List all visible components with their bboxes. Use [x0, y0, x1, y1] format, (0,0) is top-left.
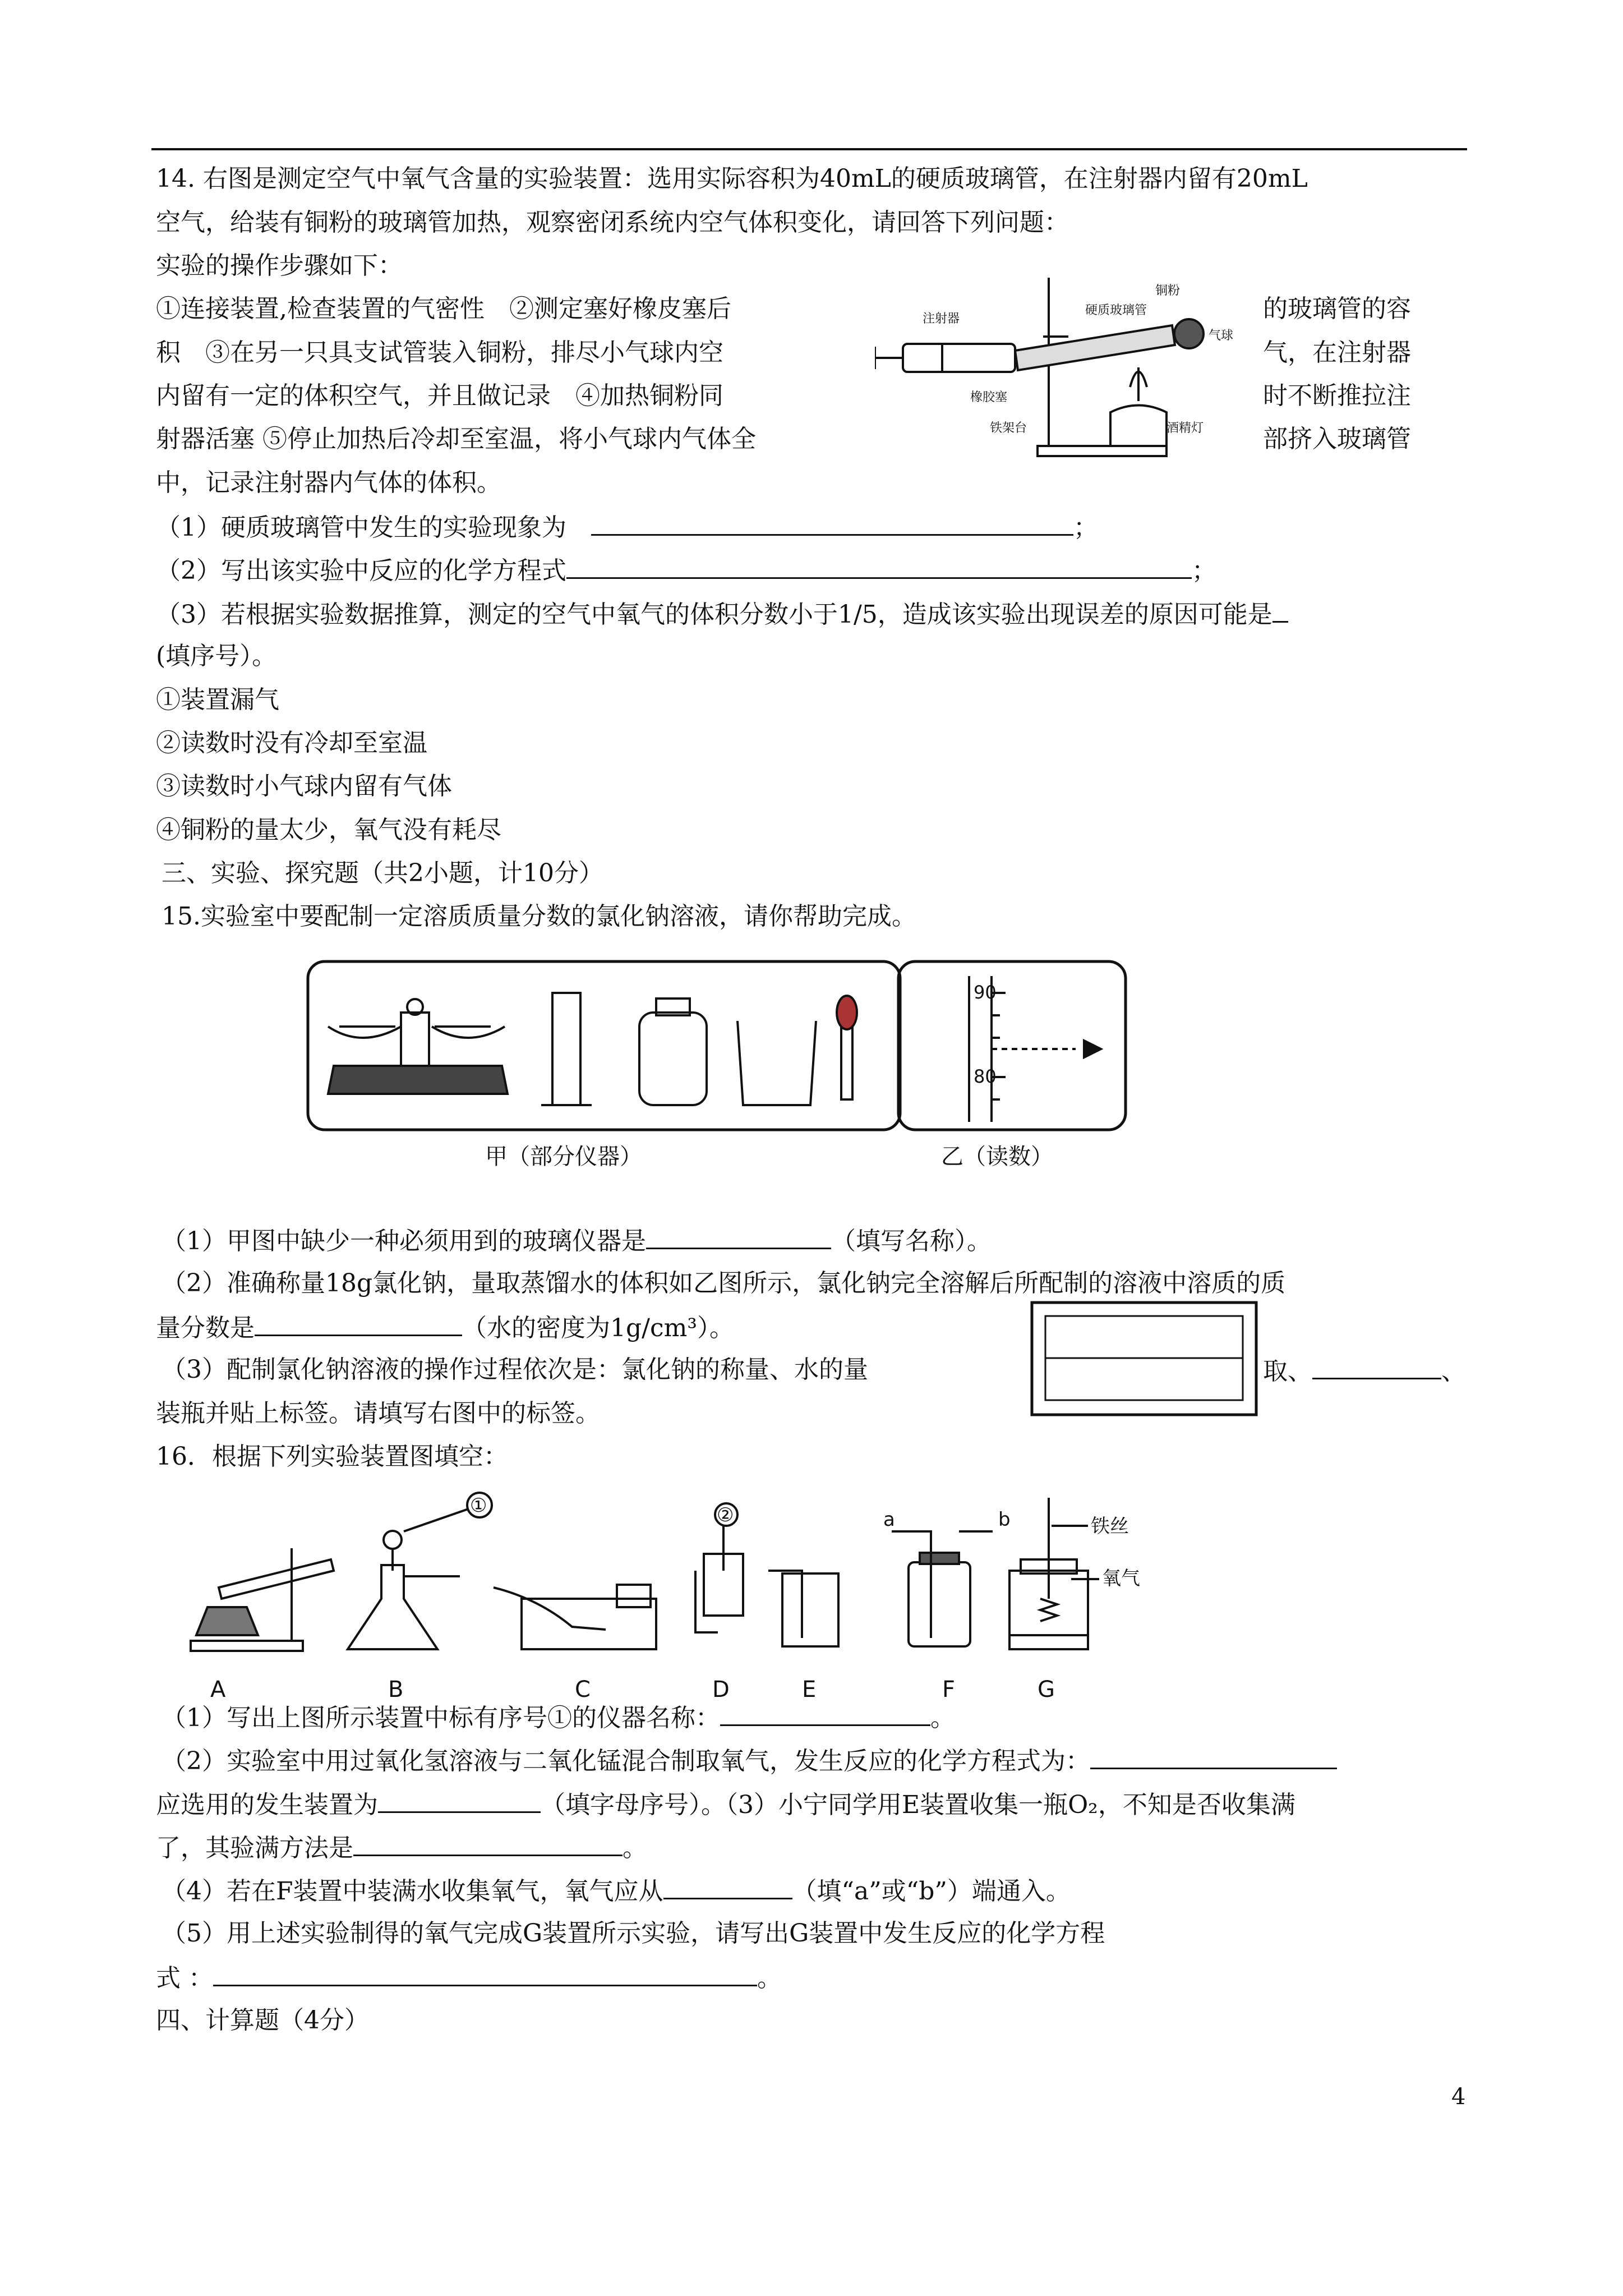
q16-label-oxygen: 氧气: [1102, 1567, 1140, 1590]
q14-part2-blank[interactable]: [566, 553, 1192, 579]
q16-title: 16．根据下列实验装置图填空：: [156, 1442, 508, 1471]
q14-steps-title: 实验的操作步骤如下：: [156, 251, 403, 280]
q16-part2-blank1[interactable]: [1090, 1743, 1337, 1769]
q15-part3-line2: 装瓶并贴上标签。请填写右图中的标签。: [156, 1399, 600, 1428]
q15-part1-blank[interactable]: [646, 1223, 831, 1249]
q14-intro-line1: 14. 右图是测定空气中氧气含量的实验装置：选用实际容积为40mL的硬质玻璃管，在注射器内留有20mL: [156, 164, 1308, 193]
q16-part5-line1: （5）用上述实验制得的氧气完成G装置所示实验，请写出G装置中发生反应的化学方程: [162, 1919, 1105, 1948]
q16-mark-2: ②: [717, 1504, 734, 1526]
q14-step-line2-right: 气，在注射器: [1263, 338, 1411, 367]
q15-part2-line1: （2）准确称量18g氯化钠，量取蒸馏水的体积如乙图所示，氯化钠完全溶解后所配制的溶液中溶质的质: [162, 1269, 1286, 1297]
q14-label-stopper: 橡胶塞: [970, 390, 1008, 404]
q16-part1-blank[interactable]: [720, 1700, 930, 1726]
q16-port-b: b: [998, 1508, 1011, 1531]
q14-option4: ④铜粉的量太少，氧气没有耗尽: [156, 816, 501, 844]
q15-caption-yi: 乙（读数）: [941, 1144, 1053, 1170]
q15-part2-line2: 量分数是 （水的密度为1g/cm³）。: [156, 1310, 734, 1345]
q14-step-line1-right: 的玻璃管的容: [1263, 295, 1411, 323]
q14-label-balloon: 气球: [1209, 329, 1234, 343]
q14-label-stand: 铁架台: [990, 421, 1027, 435]
q16-part4-blank[interactable]: [663, 1873, 792, 1899]
q15-figure-jia: [306, 959, 906, 1172]
q15-caption-jia: 甲（部分仪器）: [485, 1144, 642, 1170]
q14-step-line3-right: 时不断推拉注: [1263, 381, 1411, 410]
q14-part2: （2）写出该实验中反应的化学方程式 ；: [156, 553, 1216, 588]
q15-part3-line1-right: 取、 、: [1263, 1353, 1466, 1388]
q15-part3-line1: （3）配制氯化钠溶液的操作过程依次是：氯化钠的称量、水的量: [162, 1355, 868, 1384]
q14-step-line5: 中，记录注射器内气体的体积。: [156, 468, 501, 497]
q15-part1: （1）甲图中缺少一种必须用到的玻璃仪器是 （填写名称）。: [162, 1223, 992, 1258]
q16-label-D: D: [712, 1677, 730, 1700]
q14-label-syringe: 注射器: [923, 312, 960, 326]
q14-step-line2: 积 ③在另一只具支试管装入铜粉，排尽小气球内空: [156, 338, 723, 367]
q14-part3-tail: (填序号）。: [156, 642, 277, 670]
q16-label-F: F: [942, 1677, 956, 1700]
q14-label-copper: 铜粉: [1155, 284, 1181, 298]
q16-part2-line1: （2）实验室中用过氧化氢溶液与二氧化锰混合制取氧气，发生反应的化学方程式为：: [162, 1743, 1337, 1778]
q15-part2-blank[interactable]: [255, 1310, 462, 1336]
q14-step-line4-right: 部挤入玻璃管: [1263, 425, 1411, 453]
section3-heading: 三、实验、探究题（共2小题，计10分）: [162, 859, 603, 887]
q16-label-A: A: [210, 1677, 226, 1700]
q16-part5-blank[interactable]: [213, 1960, 757, 1986]
q16-part2-blank2[interactable]: [378, 1787, 541, 1813]
section4-heading: 四、计算题（4分）: [156, 2006, 369, 2035]
q14-part1-blank[interactable]: [591, 509, 1073, 536]
q14-part1: （1）硬质玻璃管中发生的实验现象为 ；: [156, 509, 1098, 545]
q14-step-line3: 内留有一定的体积空气，并且做记录 ④加热铜粉同: [156, 381, 723, 410]
header-rule: [151, 148, 1467, 150]
q15-figure-yi: [896, 959, 1132, 1172]
q14-option2: ②读数时没有冷却至室温: [156, 729, 427, 757]
q16-mark-1: ①: [470, 1494, 487, 1517]
q16-part3-blank[interactable]: [353, 1830, 623, 1856]
q14-intro-line2: 空气，给装有铜粉的玻璃管加热，观察密闭系统内空气体积变化，请回答下列问题：: [156, 208, 1069, 237]
q14-apparatus-figure: [875, 272, 1256, 460]
q15-tick-90: 90: [974, 982, 997, 1003]
q14-part3: （3）若根据实验数据推算，测定的空气中氧气的体积分数小于1/5，造成该实验出现误差的原因可能是: [156, 596, 1288, 632]
q16-label-G: G: [1038, 1677, 1055, 1700]
q15-label-box: [1030, 1300, 1260, 1418]
q15-title: 15.实验室中要配制一定溶质质量分数的氯化钠溶液，请你帮助完成。: [162, 902, 916, 931]
q16-label-wire: 铁丝: [1091, 1515, 1129, 1538]
q16-port-a: a: [883, 1508, 895, 1531]
q16-part2-line3: 了，其验满方法是 。: [156, 1830, 647, 1865]
q16-label-B: B: [388, 1677, 404, 1700]
page-number: 4: [1451, 2084, 1466, 2110]
stand-base: [1038, 446, 1166, 456]
q14-part3-blank[interactable]: [1272, 596, 1288, 623]
q16-label-C: C: [575, 1677, 591, 1700]
q14-option1: ①装置漏气: [156, 685, 279, 714]
q16-part1: （1）写出上图所示装置中标有序号①的仪器名称： 。: [162, 1700, 955, 1735]
q14-label-tube: 硬质玻璃管: [1085, 303, 1147, 318]
q16-label-E: E: [802, 1677, 817, 1700]
q15-tick-80: 80: [974, 1066, 997, 1087]
q16-apparatus-figure: [179, 1487, 1273, 1700]
q14-option3: ③读数时小气球内留有气体: [156, 772, 452, 800]
q14-step-line4: 射器活塞 ⑤停止加热后冷却至室温，将小气球内气体全: [156, 425, 756, 453]
q16-part2-line2: 应选用的发生装置为 （填字母序号）。（3）小宁同学用E装置收集一瓶O₂，不知是否收集满: [156, 1787, 1295, 1822]
q14-step-line1: ①连接装置,检查装置的气密性 ②测定塞好橡皮塞后: [156, 295, 731, 323]
q14-label-lamp: 酒精灯: [1166, 421, 1204, 435]
q16-part4: （4）若在F装置中装满水收集氧气，氧气应从 （填“a”或“b”）端通入。: [162, 1873, 1071, 1908]
q15-part3-blank[interactable]: [1312, 1353, 1441, 1379]
q16-part5-line2: 式 ： 。: [156, 1960, 782, 1995]
